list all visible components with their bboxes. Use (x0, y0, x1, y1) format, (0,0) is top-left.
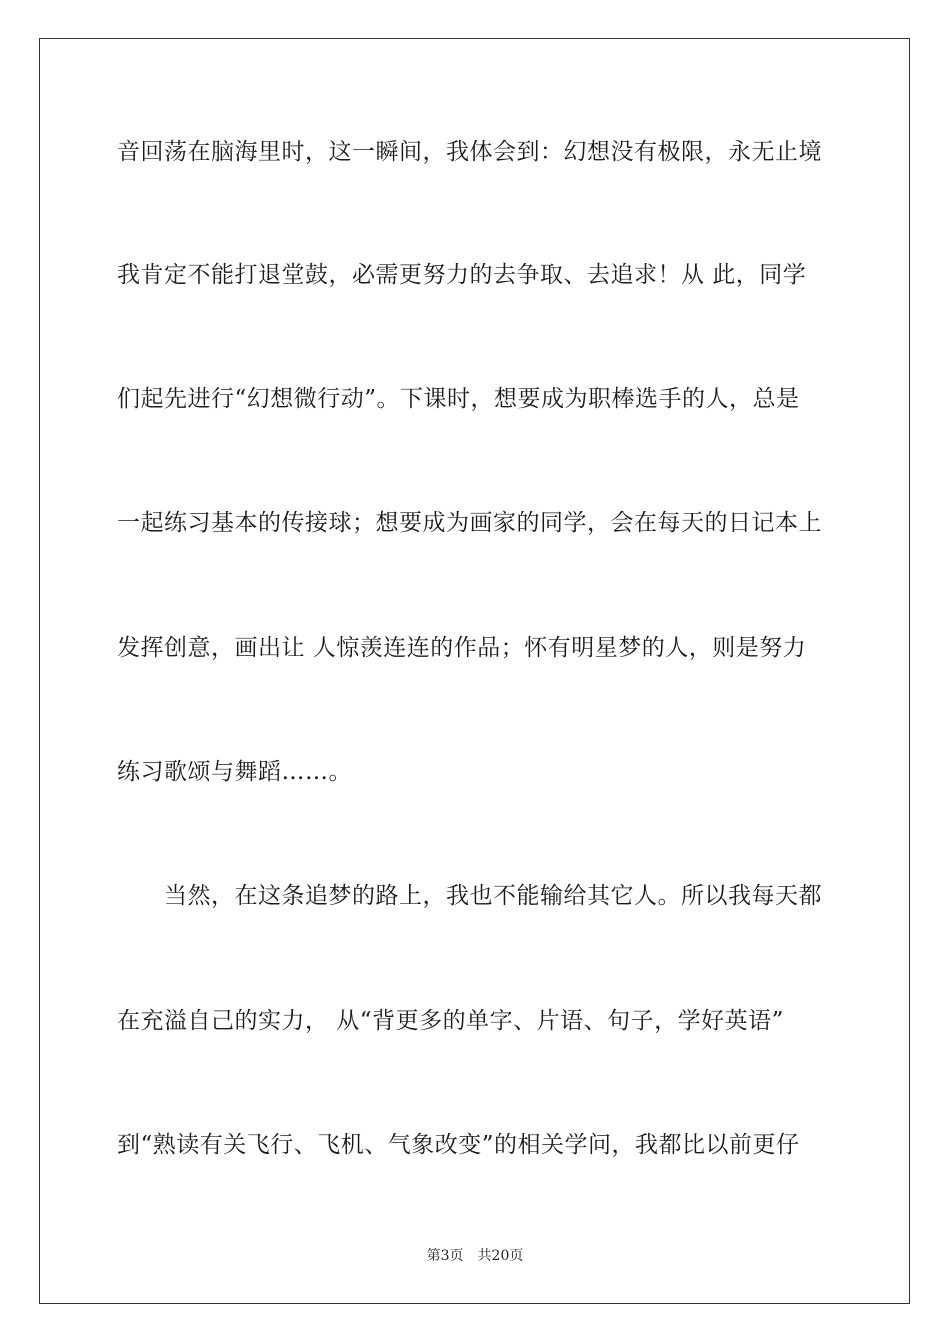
page-footer (0, 1246, 950, 1266)
page-border (39, 38, 910, 1304)
page-number-current: 第3页 (426, 1248, 464, 1264)
paragraph-line-1: 音回荡在脑海里时，这一瞬间，我体会到：幻想没有极限，永无止境 (117, 139, 822, 165)
paragraph-line-8: 在充溢自己的实力， 从“背更多的单字、片语、句子，学好英语” (117, 1008, 784, 1034)
page-number-total: 共20页 (477, 1248, 524, 1264)
paragraph-line-6: 练习歌颂与舞蹈……。 (117, 759, 352, 785)
paragraph-line-9: 到“熟读有关飞行、飞机、气象改变”的相关学问，我都比以前更仔 (117, 1132, 800, 1158)
paragraph-line-7: 当然，在这条追梦的路上，我也不能输给其它人。所以我每天都 (164, 883, 822, 909)
paragraph-line-3: 们起先进行“幻想微行动”。下课时，想要成为职棒选手的人，总是 (117, 386, 800, 412)
paragraph-line-5: 发挥创意，画出让 人惊羡连连的作品；怀有明星梦的人，则是努力 (117, 635, 807, 661)
paragraph-line-2: 我肯定不能打退堂鼓，必需更努力的去争取、去追求！从 此，同学 (117, 262, 807, 288)
paragraph-line-4: 一起练习基本的传接球；想要成为画家的同学，会在每天的日记本上 (117, 510, 822, 536)
